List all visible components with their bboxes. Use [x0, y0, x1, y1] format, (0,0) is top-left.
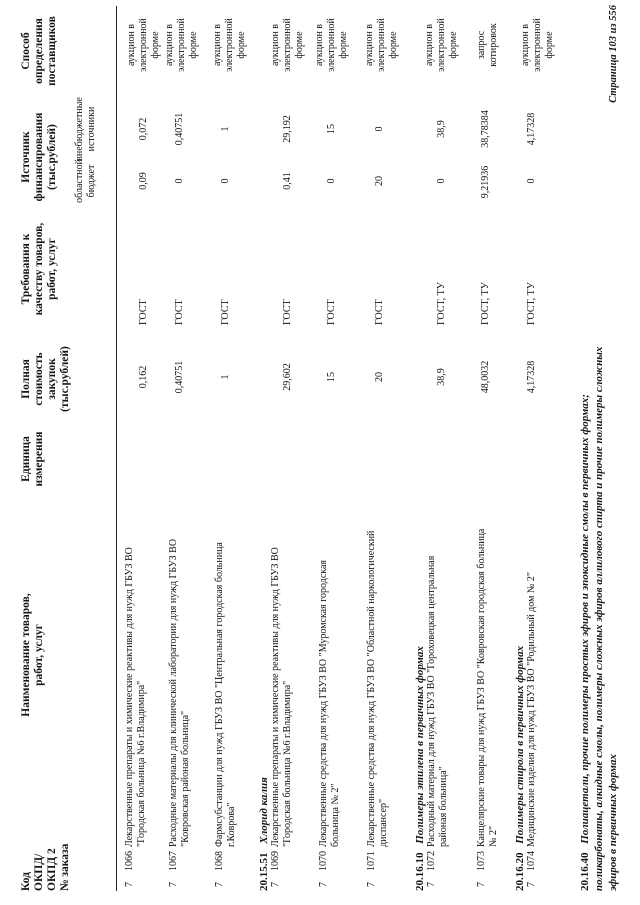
row-total: 0,162 [138, 365, 149, 389]
section-code: 20.16.10 [414, 852, 426, 891]
row-req: ГОСТ [326, 299, 337, 325]
header-req-line1: Требования к [20, 233, 32, 305]
row-regional: 0 [526, 178, 537, 184]
header-total-line2: стоимость [33, 352, 45, 406]
row-total: 48,0032 [480, 360, 491, 394]
header-total-line1: Полная [20, 359, 32, 399]
row-code: 7 [124, 882, 135, 887]
row-extra: 4,17328 [526, 112, 537, 146]
header-source-line3: (тыс.рублей) [46, 124, 58, 190]
row-name: Расходные материалы для клинической лаборатории для нужд ГБУЗ ВО "Ковровская районая больница" [168, 538, 191, 847]
row-name: Лекарственные препараты и химические реактивы для нужд ГБУЗ ВО "Городская больница №6 г.Владимира" [270, 547, 293, 847]
row-req: ГОСТ, ТУ [480, 282, 491, 325]
section-heading [414, 471, 426, 891]
row-regional: 0 [174, 178, 185, 184]
row-name: Медицинские изделия для нужд ГБУЗ ВО "Родильный дом № 2" [526, 571, 537, 847]
section-name: Полимеры стирола в первичных формах [514, 645, 526, 844]
header-order-no: № заказа [59, 843, 71, 891]
row-method: аукцион в электронной форме [126, 18, 161, 72]
row-method: аукцион в электронной форме [212, 18, 247, 72]
header-source-extra [74, 97, 98, 161]
row-order: 1066 [124, 851, 135, 871]
row-code: 7 [476, 882, 487, 887]
header-okpd2: ОКПД 2 [46, 848, 58, 891]
row-extra: 38,78384 [480, 110, 491, 148]
row-req: ГОСТ [138, 299, 149, 325]
header-name-line2: работ, услуг [33, 624, 45, 686]
row-regional: 0 [220, 178, 231, 184]
header-req-col [20, 209, 59, 329]
row-order: 1072 [426, 851, 437, 871]
row-total: 1 [220, 374, 231, 380]
row-order: 1070 [318, 851, 329, 871]
row-name: Фармсубстанции для нужд ГБУЗ ВО "Центральная городская больница г.Коврова" [214, 542, 237, 847]
header-method-col [20, 3, 59, 99]
section-code: 20.16.20 [514, 852, 526, 891]
header-total-col [20, 333, 72, 425]
row-code: 7 [168, 882, 179, 887]
row-total: 0,40751 [174, 360, 185, 394]
row-req: ГОСТ [282, 299, 293, 325]
row-order: 1067 [168, 851, 179, 871]
header-kod: Код [20, 871, 32, 891]
header-total-line4: (тыс.рублей) [59, 346, 71, 412]
table-row [270, 0, 318, 905]
row-code: 7 [270, 882, 281, 887]
row-method: аукцион в электронной форме [424, 18, 459, 72]
table-row [476, 0, 516, 905]
row-regional: 20 [374, 176, 385, 186]
header-method-line3: поставщиков [46, 16, 58, 86]
row-extra: 0 [374, 126, 385, 132]
header-name-line1: Наименование товаров, [20, 593, 32, 717]
row-name: Канцелярские товары для нужд ГБУЗ ВО "Ковровская городская больница № 2" [476, 528, 499, 847]
row-extra: 1 [220, 126, 231, 132]
row-regional: 0,09 [138, 172, 149, 190]
row-total: 15 [326, 372, 337, 382]
row-total: 20 [374, 372, 385, 382]
row-extra: 0,40751 [174, 112, 185, 146]
row-regional: 9,21936 [480, 165, 491, 199]
row-total: 38,9 [436, 368, 447, 386]
header-regional-line1: областной [74, 159, 85, 203]
header-unit-line1: Единица [20, 436, 32, 482]
row-extra: 0,072 [138, 117, 149, 141]
header-extra-line2: источники [86, 106, 97, 152]
row-code: 7 [526, 882, 537, 887]
row-order: 1073 [476, 851, 487, 871]
row-method: аукцион в электронной форме [364, 18, 399, 72]
page-number: Страница 103 из 556 [608, 5, 619, 103]
row-total: 4,17328 [526, 360, 537, 394]
footer-section-text: Полиацетали, прочие полимеры простых эфиров и эпоксидные смолы в первичных формах; поликарбонаты, алкидные смолы, полимеры сложных эфиров аллилового спирта и прочие полимеры сложных эфиров в первичных формах [579, 346, 619, 891]
row-order: 1071 [366, 851, 377, 871]
table-row [426, 0, 474, 905]
table-row [164, 0, 216, 905]
row-req: ГОСТ, ТУ [526, 282, 537, 325]
header-extra-line1: внебюджетные [74, 97, 85, 161]
row-req: ГОСТ [374, 299, 385, 325]
header-unit-line2: измерения [33, 431, 45, 487]
row-req: ГОСТ [174, 299, 185, 325]
header-source-regional [74, 157, 98, 205]
section-heading [258, 491, 270, 891]
header-source-line1: Источник [20, 131, 32, 183]
header-okpd: ОКПД/ [33, 853, 45, 891]
section-name: Полимеры этилена в первичных формах [414, 646, 426, 844]
header-method-line1: Способ [20, 32, 32, 70]
row-order: 1069 [270, 851, 281, 871]
row-name: Лекарственные препараты и химические реактивы для нужд ГБУЗ ВО "Городская больница №6 г.Владимира" [124, 547, 147, 847]
row-method: аукцион в электронной форме [270, 18, 305, 72]
row-total: 29,602 [282, 363, 293, 391]
row-code: 7 [214, 882, 225, 887]
row-req: ГОСТ, ТУ [436, 282, 447, 325]
header-source-col [20, 109, 59, 205]
header-rule [116, 6, 117, 891]
table-row [214, 0, 262, 905]
header-code-col [20, 811, 72, 891]
row-order: 1068 [214, 851, 225, 871]
section-name: Хлорид калия [258, 777, 270, 844]
row-extra: 38,9 [436, 120, 447, 138]
header-req-line3: работ, услуг [46, 238, 58, 300]
row-extra: 15 [326, 124, 337, 134]
row-code: 7 [426, 882, 437, 887]
row-method: аукцион в электронной форме [520, 18, 555, 72]
header-req-line2: качеству товаров, [33, 222, 45, 316]
footer-section-code: 20.16.40 [579, 852, 591, 891]
table-row [366, 0, 414, 905]
row-code: 7 [366, 882, 377, 887]
row-code: 7 [318, 882, 329, 887]
row-order: 1074 [526, 851, 537, 871]
row-method: аукцион в электронной форме [164, 18, 199, 72]
header-method-line2: определения [33, 18, 45, 84]
header-source-line2: финансирования [33, 112, 45, 202]
header-unit-col [20, 421, 46, 497]
row-regional: 0,41 [282, 172, 293, 190]
header-name-col [20, 515, 46, 795]
header-regional-line2: бюджет [86, 164, 97, 198]
row-name: Лекарственные средства для нужд ГБУЗ ВО "Муромская городская больница № 2" [318, 559, 341, 847]
row-method: аукцион в электронной форме [314, 18, 349, 72]
table-row [314, 0, 366, 905]
row-req: ГОСТ [220, 299, 231, 325]
row-extra: 29,192 [282, 115, 293, 143]
section-code: 20.15.51 [258, 852, 270, 891]
footer-section-heading [578, 331, 620, 891]
row-name: Лекарственные средства для нужд ГБУЗ ВО "Областной наркологический диспансер" [366, 530, 389, 847]
section-heading [514, 471, 526, 891]
header-total-line3: закупок [46, 358, 58, 400]
row-name: Расходный материал для нужд ГБУЗ ВО "Гороховецкая центральная районая больница" [426, 555, 449, 847]
row-method: запрос котировок [476, 23, 499, 67]
row-regional: 0 [326, 178, 337, 184]
row-regional: 0 [436, 178, 447, 184]
